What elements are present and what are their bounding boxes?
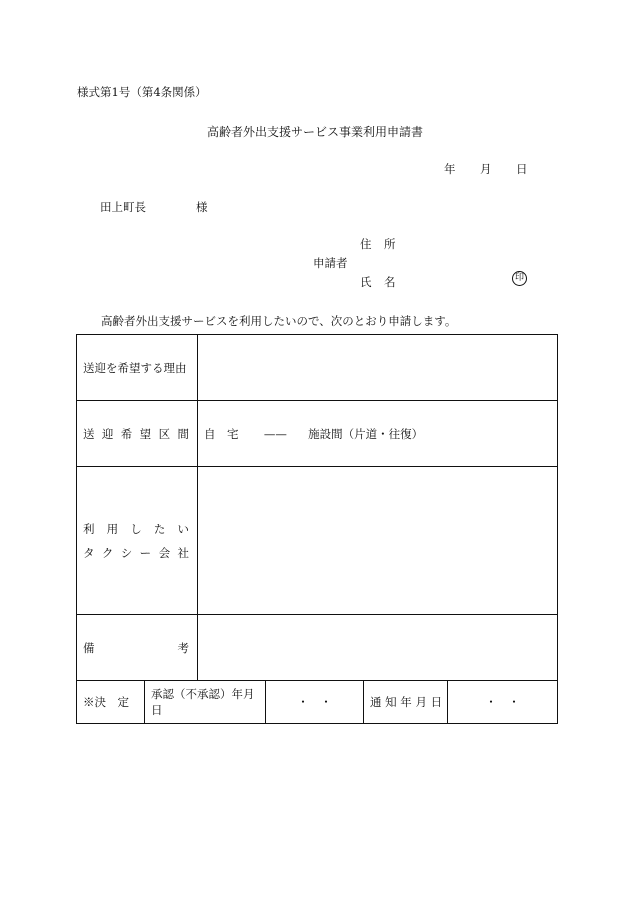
remarks-label	[77, 615, 198, 681]
notice-date-label: 通 知 年 月 日	[364, 681, 448, 724]
application-table	[76, 334, 558, 724]
reason-label: 送迎を希望する理由	[77, 335, 198, 401]
seal-mark: 印	[512, 271, 527, 286]
section-field[interactable]	[198, 401, 558, 467]
section-dash: ——	[263, 426, 287, 441]
notice-date-field[interactable]: ・ ・	[448, 681, 558, 724]
section-label-char: 区	[158, 426, 171, 441]
taxi-label-char: し	[130, 521, 142, 536]
applicant-label: 申請者	[313, 256, 348, 270]
name-label-char: 名	[384, 275, 396, 289]
taxi-label-char: ク	[101, 545, 114, 560]
taxi-label-char: ー	[139, 545, 152, 560]
taxi-label	[77, 467, 198, 615]
section-label-char: 希	[120, 426, 133, 441]
addressee: 田上町長	[100, 200, 146, 214]
remarks-field[interactable]	[198, 615, 558, 681]
section-label-char: 間	[177, 426, 189, 441]
taxi-label-char: 利	[83, 521, 95, 536]
taxi-label-char: い	[177, 521, 189, 536]
table-row-reason	[77, 335, 558, 401]
table-row-section	[77, 401, 558, 467]
table-row-taxi	[77, 467, 558, 615]
decision-label: ※決 定	[77, 681, 145, 724]
reason-field[interactable]	[198, 335, 558, 401]
section-label-char: 望	[139, 426, 152, 441]
remarks-label-char: 考	[177, 640, 189, 655]
table-row-decision	[77, 681, 558, 724]
table-row-remarks	[77, 615, 558, 681]
section-label	[77, 401, 198, 467]
taxi-label-char: タ	[83, 545, 95, 560]
taxi-label-char: 社	[177, 545, 189, 560]
addressee-suffix: 様	[196, 200, 208, 214]
taxi-field[interactable]	[198, 467, 558, 615]
form-number: 様式第1号（第4条関係）	[77, 85, 207, 99]
taxi-label-char: シ	[120, 545, 133, 560]
date-year-label: 年	[444, 162, 456, 176]
date-month-label: 月	[480, 162, 492, 176]
section-to: 施設間（片道・往復）	[308, 426, 424, 441]
intro-text: 高齢者外出支援サービスを利用したいので、次のとおり申請します。	[101, 314, 457, 328]
remarks-label-char: 備	[83, 640, 95, 655]
address-label-char: 所	[384, 237, 396, 251]
date-day-label: 日	[516, 162, 528, 176]
section-label-char: 送	[83, 426, 95, 441]
document-title: 高齢者外出支援サービス事業利用申請書	[206, 125, 423, 139]
section-label-char: 迎	[101, 426, 114, 441]
address-label-char: 住	[360, 237, 372, 251]
taxi-label-char: 会	[158, 545, 171, 560]
approval-date-label: 承認（不承認）年月日	[145, 681, 266, 724]
section-from: 自 宅	[204, 426, 239, 441]
approval-date-field[interactable]: ・ ・	[266, 681, 364, 724]
taxi-label-char: た	[153, 521, 166, 536]
name-label-char: 氏	[360, 275, 372, 289]
taxi-label-char: 用	[106, 521, 119, 536]
